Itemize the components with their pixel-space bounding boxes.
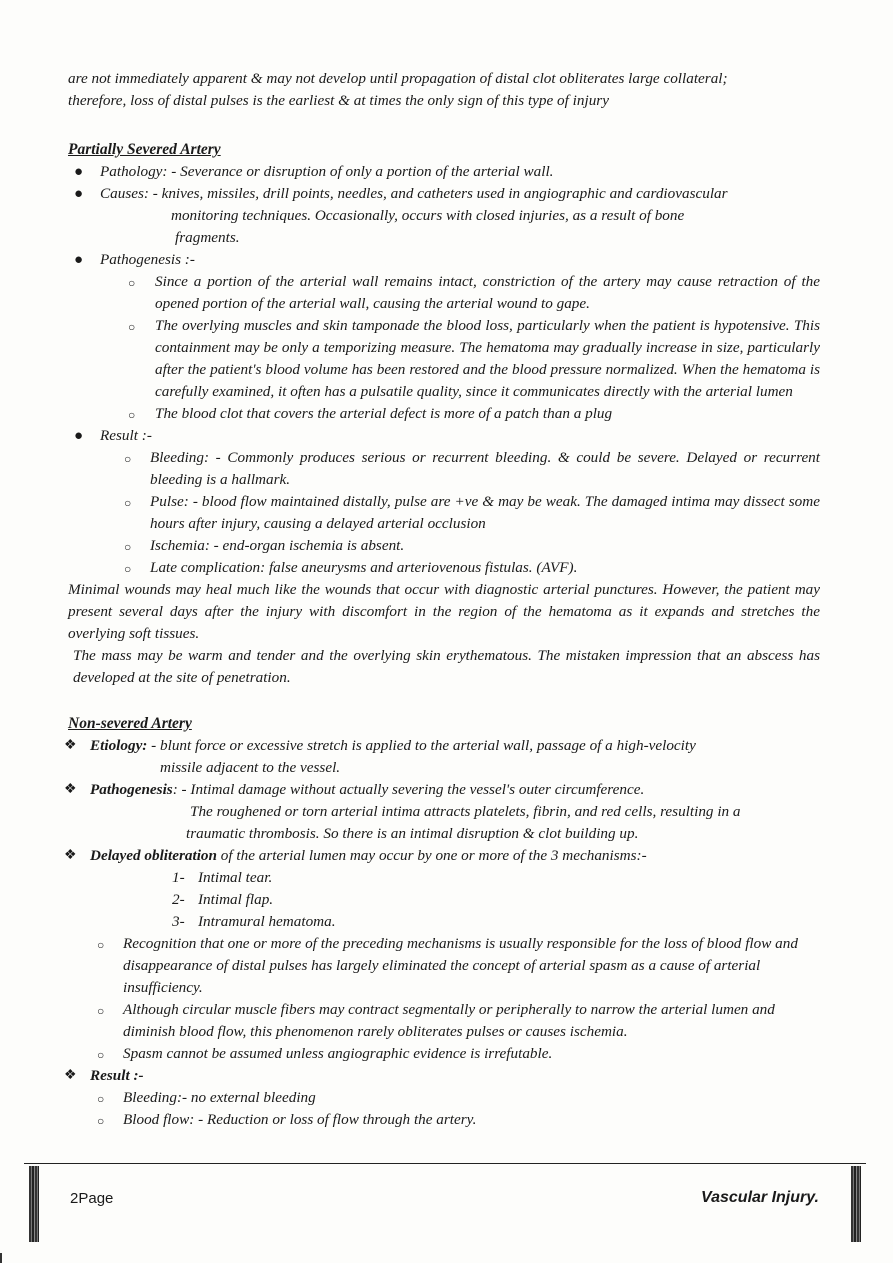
delayed-obliteration-item: ❖ Delayed obliteration of the arterial lumen may occur by one or more of the 3 mechanisms:-	[68, 845, 820, 867]
circle-bullet-icon: ○	[124, 562, 132, 576]
note-item: ○ Recognition that one or more of the preceding mechanisms is usually responsible for the loss of blood flow and disappearance of distal pulses has largely eliminated the concept of arterial spasm as a cause of arterial insufficiency.	[97, 935, 798, 996]
diamond-bullet-icon: ❖	[64, 782, 77, 797]
footer-divider	[24, 1163, 866, 1164]
non-severed-heading: Non-severed Artery	[68, 715, 192, 732]
mechanism-item: 1- Intimal tear.	[172, 869, 273, 886]
bullet-icon: ●	[74, 186, 84, 202]
causes-line-2: monitoring techniques. Occasionally, occurs with closed injuries, as a result of bone	[171, 207, 685, 224]
diamond-bullet-icon: ❖	[64, 738, 77, 753]
document-body	[64, 68, 820, 1131]
pathogenesis-line-2: The roughened or torn arterial intima attracts platelets, fibrin, and red cells, resulting in a	[190, 803, 741, 820]
partially-severed-heading: Partially Severed Artery	[68, 141, 221, 158]
result-subitem: ○ Bleeding: - Commonly produces serious or recurrent bleeding. & could be severe. Delayed or recurrent bleeding is a hallmark.	[124, 449, 820, 488]
circle-bullet-icon: ○	[97, 938, 105, 952]
result-subitem: ○ Pulse: - blood flow maintained distally, pulse are +ve & may be weak. The damaged intima may dissect some hours after injury, causing a delayed arterial occlusion	[124, 493, 820, 532]
circle-bullet-icon: ○	[97, 1048, 105, 1062]
note-item: ○ Although circular muscle fibers may contract segmentally or peripherally to narrow the arterial lumen and diminish blood flow, this phenomenon rarely obliterates pulses or causes ischemia.	[97, 1001, 775, 1040]
document-title: Vascular Injury.	[701, 1189, 819, 1206]
result-subitem: ○ Late complication: false aneurysms and arteriovenous fistulas. (AVF).	[68, 557, 820, 579]
mechanism-item: 3- Intramural hematoma.	[172, 913, 336, 930]
pathology-item: ● Pathology: - Severance or disruption of only a portion of the arterial wall.	[68, 161, 820, 183]
bullet-icon: ●	[74, 252, 84, 268]
diamond-bullet-icon: ❖	[64, 848, 77, 863]
mass-paragraph: The mass may be warm and tender and the overlying skin erythematous. The mistaken impression that an abscess has developed at the site of penetration.	[73, 647, 820, 686]
pathogenesis-subitem: ○ The blood clot that covers the arterial defect is more of a patch than a plug	[68, 403, 820, 425]
intro-line-1: are not immediately apparent & may not develop until propagation of distal clot obliterates large collateral;	[68, 70, 728, 87]
pathogenesis-subitem: ○ The overlying muscles and skin tamponade the blood loss, particularly when the patient is hypotensive. This containment may be only a temporizing measure. The hematoma may gradually increase in size, particularly after the patient's blood volume has been restored and the blood pressure normalized. When the hematoma is carefully examined, it often has a pulsatile quality, since it communicates directly with the arterial lumen	[128, 317, 820, 400]
bullet-icon: ●	[74, 164, 84, 180]
pathogenesis-nonsevered-item: ❖ Pathogenesis: - Intimal damage without actually severing the vessel's outer circumference.	[68, 779, 820, 801]
circle-bullet-icon: ○	[124, 540, 132, 554]
circle-bullet-icon: ○	[124, 496, 132, 510]
result-item: ● Result :-	[68, 425, 820, 447]
intro-line-2: therefore, loss of distal pulses is the earliest & at times the only sign of this type of injury	[68, 92, 609, 109]
footer-left-bar	[29, 1166, 39, 1242]
causes-item: ● Causes: - knives, missiles, drill points, needles, and catheters used in angiographic and cardiovascular	[68, 183, 820, 205]
pathogenesis-line-3: traumatic thrombosis. So there is an intimal disruption & clot building up.	[186, 825, 639, 842]
bullet-icon: ●	[74, 428, 84, 444]
circle-bullet-icon: ○	[97, 1004, 105, 1018]
circle-bullet-icon: ○	[128, 320, 136, 334]
causes-line-3: fragments.	[175, 229, 240, 246]
circle-bullet-icon: ○	[128, 408, 136, 422]
note-item: ○ Spasm cannot be assumed unless angiographic evidence is irrefutable.	[68, 1043, 820, 1065]
result-nonsevered-subitem: ○ Blood flow: - Reduction or loss of flow through the artery.	[68, 1109, 820, 1131]
etiology-item: ❖ Etiology: - blunt force or excessive stretch is applied to the arterial wall, passage of a high-velocity	[68, 735, 820, 757]
pathogenesis-item: ● Pathogenesis :-	[68, 249, 820, 271]
circle-bullet-icon: ○	[128, 276, 136, 290]
pathogenesis-subitem: ○ Since a portion of the arterial wall remains intact, constriction of the artery may cause retraction of the opened portion of the arterial wall, causing the arterial wound to gape.	[128, 273, 820, 312]
result-subitem: ○ Ischemia: - end-organ ischemia is absent.	[68, 535, 820, 557]
result-nonsevered-subitem: ○ Bleeding:- no external bleeding	[68, 1087, 820, 1109]
etiology-line-2: missile adjacent to the vessel.	[160, 759, 341, 776]
result-nonsevered-item: ❖ Result :-	[68, 1065, 820, 1087]
footer-right-bar	[851, 1166, 861, 1242]
minimal-wounds-paragraph: Minimal wounds may heal much like the wounds that occur with diagnostic arterial punctures. However, the patient may present several days after the injury with discomfort in the region of the hematoma as it expands and stretches the overlying soft tissues.	[68, 581, 820, 642]
circle-bullet-icon: ○	[97, 1092, 105, 1106]
page-number: 2Page	[70, 1190, 114, 1207]
diamond-bullet-icon: ❖	[64, 1068, 77, 1083]
circle-bullet-icon: ○	[124, 452, 132, 466]
circle-bullet-icon: ○	[97, 1114, 105, 1128]
mechanism-item: 2- Intimal flap.	[172, 891, 274, 908]
scan-mark	[0, 1253, 2, 1263]
